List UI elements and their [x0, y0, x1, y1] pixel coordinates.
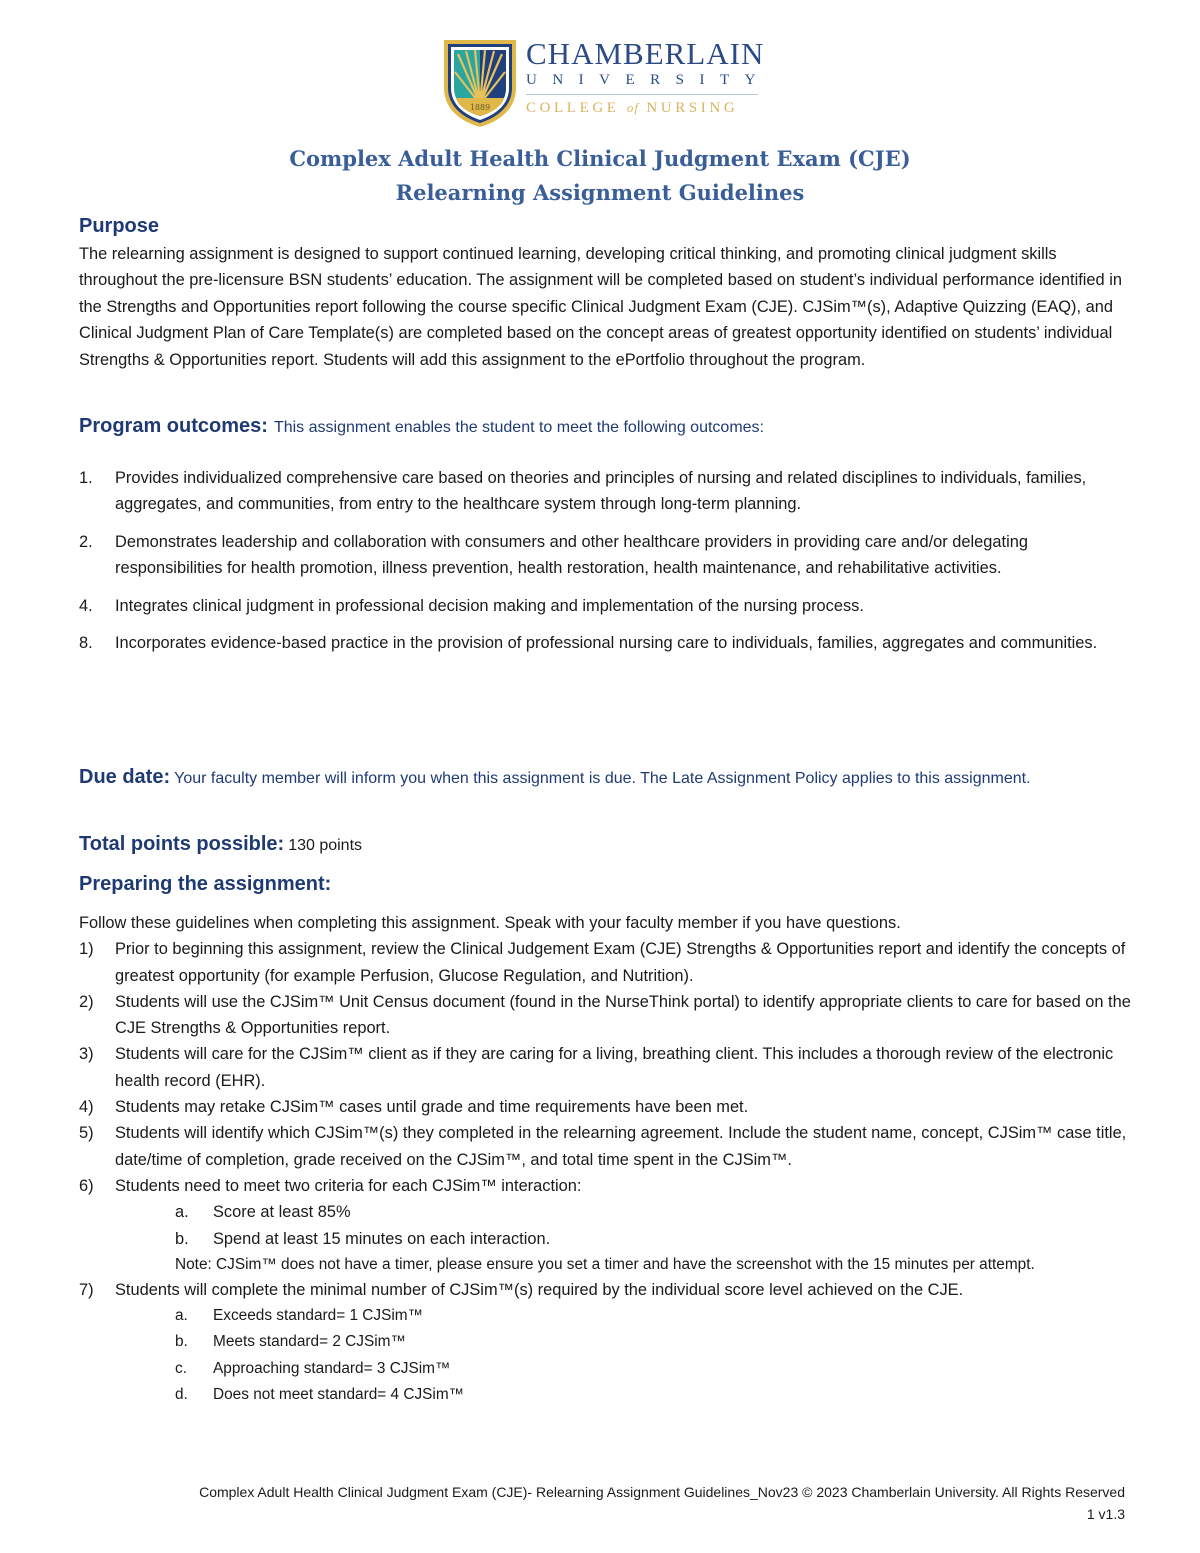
step-item: 5) Students will identify which CJSim™(s) they completed in the relearning agreement. Include the student name, concept, CJSim™ case title, date/time of completion, grade received on the CJSim™, and total time spent in the CJSim™. [79, 1124, 1127, 1169]
sub-item: d. Does not meet standard= 4 CJSim™ [175, 1386, 465, 1404]
logo-wordmark [526, 36, 771, 117]
step-item: 6) Students need to meet two criteria for each CJSim™ interaction: [79, 1176, 582, 1195]
due-date-heading: Due date: Your faculty member will inform you when this assignment is due. The Late Assignment Policy applies to this assignment. [79, 766, 1031, 788]
logo-divider [526, 94, 758, 95]
timer-note: Note: CJSim™ does not have a timer, please ensure you set a timer and have the screenshot with the 15 minutes per attempt. [175, 1255, 1035, 1273]
step-item: 7) Students will complete the minimal number of CJSim™(s) required by the individual score level achieved on the CJE. [79, 1280, 964, 1299]
logo-university-name: CHAMBERLAIN [526, 36, 765, 71]
svg-text:1889: 1889 [469, 103, 491, 112]
program-outcomes-heading: Program outcomes: This assignment enables the student to meet the following outcomes: [79, 415, 764, 437]
sub-item: b. Meets standard= 2 CJSim™ [175, 1333, 406, 1351]
sub-item: c. Approaching standard= 3 CJSim™ [175, 1359, 451, 1377]
step-item: 4) Students may retake CJSim™ cases until grade and time requirements have been met. [79, 1098, 749, 1117]
chamberlain-logo [442, 36, 771, 130]
step-item: 2) Students will use the CJSim™ Unit Census document (found in the NurseThink portal) to identify appropriate clients to care for based on the CJE Strengths & Opportunities report. [79, 992, 1131, 1038]
document-subtitle: Relearning Assignment Guidelines [395, 180, 805, 205]
purpose-body: The relearning assignment is designed to support continued learning, developing critical thinking, and promoting clinical judgment skills throughout the pre-licensure BSN students’ education. The assignment will be completed based on student’s individual performance identified in the Strengths and Opportunities report following the course specific Clinical Judgment Exam (CJE). CJSim™(s), Adaptive Quizzing (EAQ), and Clinical Judgment Plan of Care Template(s) are completed based on the concept areas of greatest opportunity identified on students’ individual Strengths & Opportunities report. Students will add this assignment to the ePortfolio throughout the program. [79, 245, 1122, 369]
sub-item: a. Score at least 85% [175, 1203, 351, 1222]
due-date-text: Your faculty member will inform you when this assignment is due. The Late Assignment Policy applies to this assignment. [174, 770, 1031, 787]
logo-college-label: COLLEGE of NURSING [526, 100, 739, 116]
sub-item: b. Spend at least 15 minutes on each interaction. [175, 1229, 551, 1248]
total-points-heading: Total points possible: 130 points [79, 833, 363, 855]
page-number: 1 v1.3 [1086, 1506, 1125, 1522]
preparing-intro: Follow these guidelines when completing this assignment. Speak with your faculty member if you have questions. [79, 914, 901, 932]
list-item: 1. Provides individualized comprehensive care based on theories and principles of nursing and related disciplines to individuals, families, aggregates, and communities, from entry to the healthcare system through long-term planning. [79, 469, 1087, 514]
list-item: 4. Integrates clinical judgment in professional decision making and implementation of the nursing process. [79, 596, 864, 615]
preparing-steps [79, 910, 1139, 1408]
preparing-heading: Preparing the assignment: [79, 873, 332, 895]
program-outcomes-list [79, 465, 1129, 656]
total-points-value: 130 points [288, 837, 363, 854]
step-item: 1) Prior to beginning this assignment, review the Clinical Judgement Exam (CJE) Strengths & Opportunities report and identify the concepts of greatest opportunity (for example Perfusion, Glucose Regulation, and Nutrition). [79, 940, 1126, 985]
program-outcomes-intro: This assignment enables the student to meet the following outcomes: [273, 419, 764, 436]
list-item: 8. Incorporates evidence-based practice in the provision of professional nursing care to individuals, families, aggregates and communities. [79, 634, 1098, 653]
footer-text: Complex Adult Health Clinical Judgment Exam (CJE)- Relearning Assignment Guidelines_Nov23 © 2023 Chamberlain University. All Rights Reserved [199, 1484, 1125, 1500]
logo-university-label: UNIVERSITY [526, 72, 771, 88]
sub-item: a. Exceeds standard= 1 CJSim™ [175, 1307, 424, 1325]
shield-crest-icon [442, 38, 518, 128]
list-item: 2. Demonstrates leadership and collaboration with consumers and other healthcare providers in providing care and/or delegating responsibilities for health promotion, illness prevention, health restoration, health maintenance, and rehabilitative activities. [79, 532, 1028, 578]
purpose-heading: Purpose [79, 215, 160, 237]
document-title: Complex Adult Health Clinical Judgment Exam (CJE) [289, 146, 911, 171]
step-item: 3) Students will care for the CJSim™ client as if they are caring for a living, breathing client. This includes a thorough review of the electronic health record (EHR). [79, 1045, 1114, 1090]
